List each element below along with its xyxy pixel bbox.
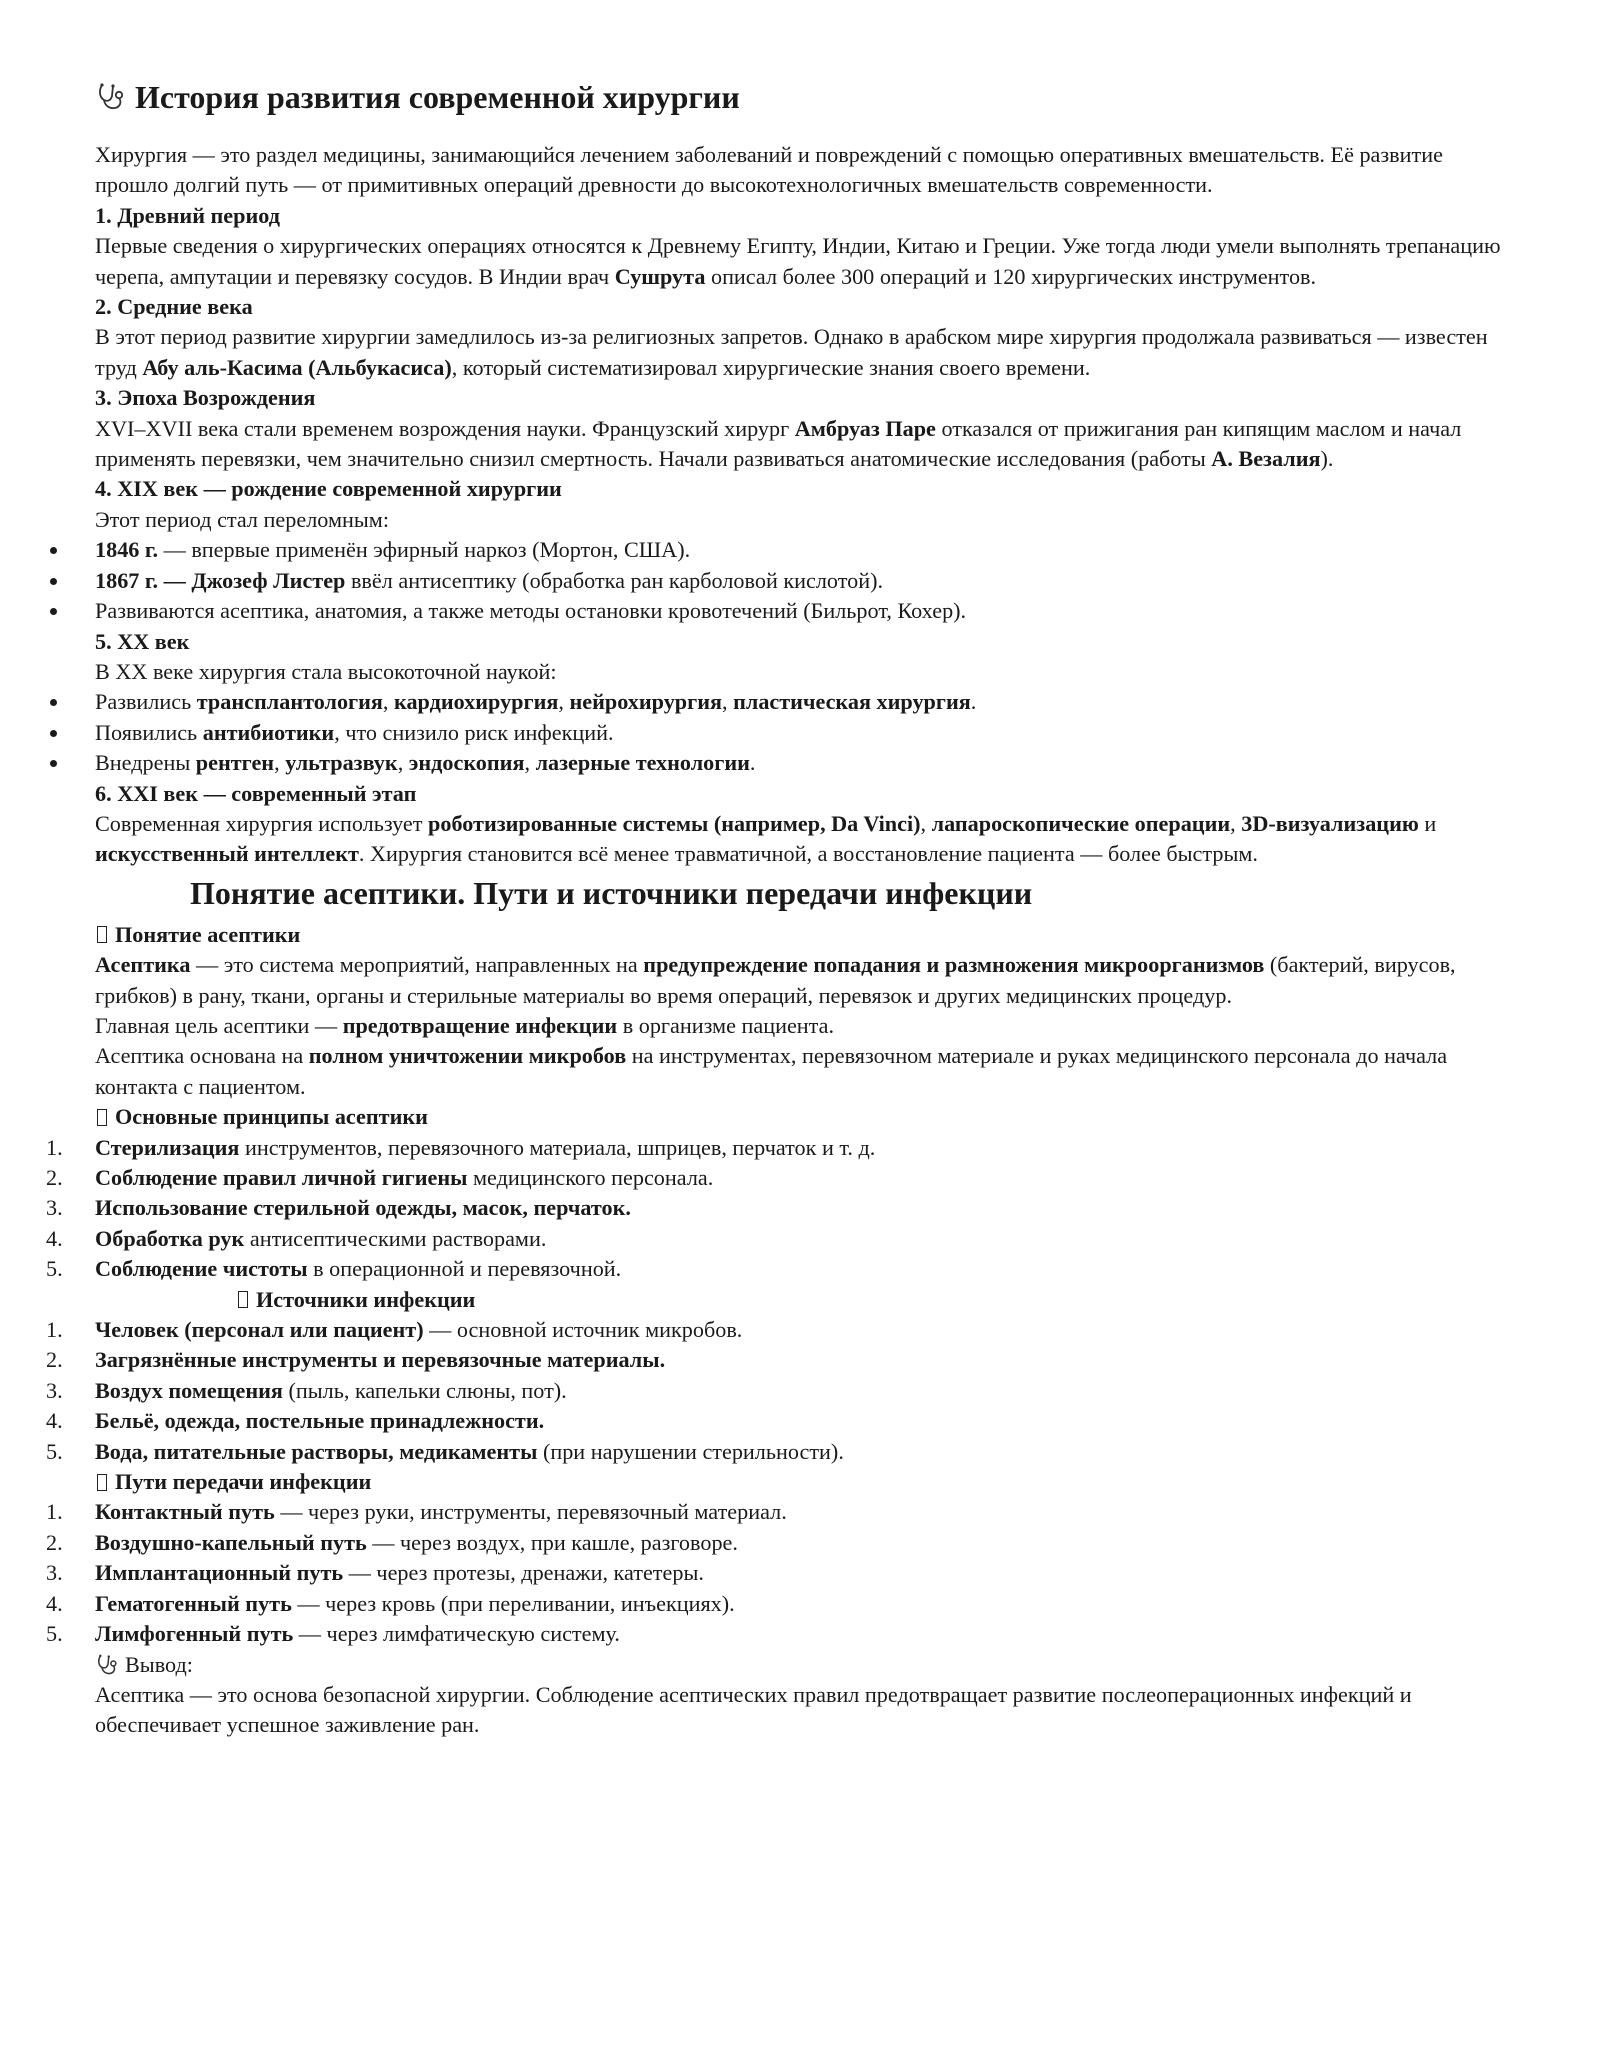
bold-text-run: Бельё, одежда, постельные принадлежности. — [95, 1408, 545, 1434]
missing-glyph-box-icon — [97, 1109, 107, 1126]
bold-text-run: 1867 г. — Джозеф Листер — [95, 567, 346, 593]
text-run: , — [274, 750, 286, 776]
bold-text-run: Контактный путь — [95, 1499, 275, 1525]
text-run: , — [722, 689, 734, 715]
bold-text-run: Человек (персонал или пациент) — [95, 1317, 424, 1343]
bold-text-run: пластическая хирургия — [733, 689, 971, 715]
text-run: инструментов, перевязочного материала, шприцев, перчаток и т. д. — [239, 1134, 876, 1160]
bold-text-run: Лимфогенный путь — [95, 1621, 294, 1647]
bold-text-run: роботизированные системы (например, Da Vinci) — [428, 810, 921, 836]
text-run: в операционной и перевязочной. — [307, 1256, 622, 1282]
text-run: — основной источник микробов. — [423, 1317, 743, 1343]
text-run: медицинского персонала. — [467, 1165, 714, 1190]
bold-text-run: нейрохирургия — [569, 689, 722, 715]
text-run: Главная цель асептики — — [95, 1012, 343, 1038]
bold-text-run: полном уничтожении микробов — [308, 1043, 627, 1069]
section-2-heading: 2. Средние века — [95, 294, 253, 320]
text-run: описал более 300 операций и 120 хирургических инструментов. — [705, 263, 1317, 289]
sources-heading — [95, 1285, 1520, 1315]
list-number: 1. — [46, 1317, 63, 1343]
list-item — [46, 1558, 1520, 1588]
asepsis-basis — [95, 1041, 1520, 1102]
text-run: . — [970, 689, 977, 715]
intro-paragraph — [95, 140, 1520, 201]
section-5-heading: 5. XX век — [95, 628, 190, 654]
text-run: Развились — [95, 689, 197, 715]
routes-heading-text: Пути передачи инфекции — [115, 1469, 372, 1495]
list-item — [95, 566, 1520, 596]
text-run: , — [397, 750, 409, 776]
bold-text-run: предотвращение инфекции — [342, 1012, 618, 1038]
sources-list — [46, 1315, 1520, 1467]
bold-text-run: кардиохирургия — [394, 689, 559, 715]
bold-text-run: лапароскопические операции — [931, 810, 1231, 836]
list-number: 5. — [46, 1438, 63, 1464]
conclusion-heading-text: Вывод: — [125, 1651, 193, 1677]
list-item — [46, 1437, 1520, 1467]
bold-text-run: Загрязнённые инструменты и перевязочные материалы. — [95, 1347, 666, 1373]
text-run: в организме пациента. — [617, 1012, 835, 1038]
text-run: . Хирургия становится всё менее травматичной, а восстановление пациента — более быстрым. — [358, 841, 1258, 867]
text-run: антисептическими растворами. — [244, 1225, 547, 1251]
stethoscope-icon — [95, 1652, 121, 1678]
text-run: отказался от прижигания ран кипящим маслом и начал применять перевязки, чем значительно снизил смертность. Начали развиваться анатомические исследования (работы — [95, 415, 1462, 472]
text-run: Асептика основана на — [95, 1043, 309, 1069]
section-6-heading: 6. XXI век — современный этап — [95, 780, 417, 806]
text-run: — впервые применён эфирный наркоз (Мортон, США). — [158, 537, 691, 563]
text-run: на инструментах, перевязочном материале и руках медицинского персонала до начала контакта с пациентом. — [95, 1043, 1448, 1099]
section-1-heading: 1. Древний период — [95, 202, 280, 228]
bold-text-run: 3D-визуализацию — [1241, 810, 1419, 836]
bullet-icon — [50, 730, 57, 737]
asepsis-concept-heading — [95, 920, 1520, 950]
bold-text-run: Использование стерильной одежды, масок, перчаток. — [95, 1195, 631, 1221]
list-item — [46, 1406, 1520, 1436]
bold-text-run: Соблюдение чистоты — [95, 1256, 308, 1282]
bold-text-run: искусственный интеллект — [95, 841, 359, 867]
bullet-icon — [50, 699, 57, 706]
list-number: 4. — [46, 1590, 63, 1616]
bold-text-run: Соблюдение правил личной гигиены — [95, 1165, 468, 1190]
second-title: Понятие асептики. Пути и источники передачи инфекции — [190, 874, 1033, 911]
asepsis-definition — [95, 950, 1520, 1011]
list-item — [46, 1589, 1520, 1619]
text-run: и — [1418, 810, 1437, 836]
list-item — [95, 596, 1520, 626]
bold-text-run: Имплантационный путь — [95, 1560, 344, 1586]
bold-text-run: Стерилизация — [95, 1134, 240, 1160]
list-item — [46, 1163, 1520, 1193]
bold-text-run: Воздушно-капельный путь — [95, 1529, 367, 1555]
bold-text-run: лазерные технологии — [535, 750, 750, 776]
text-run: Появились — [95, 719, 203, 745]
asepsis-concept-heading-text: Понятие асептики — [115, 921, 301, 947]
text-run: Современная хирургия использует — [95, 810, 429, 836]
bold-text-run: 1846 г. — [95, 537, 159, 563]
section-3-heading: 3. Эпоха Возрождения — [95, 385, 316, 411]
section-5-lead: В XX веке хирургия стала высокоточной наукой: — [95, 658, 557, 684]
bold-text-run: Асептика — [95, 952, 191, 978]
bold-text-run: антибиотики — [202, 719, 335, 745]
bold-text-run: эндоскопия — [408, 750, 525, 776]
text-run: — это система мероприятий, направленных на — [190, 952, 644, 978]
list-item — [95, 718, 1520, 748]
text-run: ). — [1320, 446, 1334, 472]
list-item — [46, 1224, 1520, 1254]
text-run: , — [558, 689, 570, 715]
section-3-text — [95, 414, 1520, 475]
list-item — [46, 1193, 1520, 1223]
bold-text-run: Вода, питательные растворы, медикаменты — [95, 1438, 538, 1464]
section-6-text — [95, 809, 1520, 870]
list-item — [95, 687, 1520, 717]
bold-text-run: Гематогенный путь — [95, 1590, 292, 1616]
page-title-row — [95, 74, 1520, 120]
text-run: — через протезы, дренажи, катетеры. — [343, 1560, 704, 1586]
section-5-list — [95, 687, 1520, 778]
section-4-list — [95, 535, 1520, 626]
text-run: — через воздух, при кашле, разговоре. — [366, 1529, 738, 1555]
stethoscope-icon — [95, 80, 129, 114]
conclusion-heading — [95, 1650, 1520, 1680]
text-run: . — [749, 750, 756, 776]
list-number: 2. — [46, 1347, 63, 1373]
list-item — [46, 1315, 1520, 1345]
principles-heading — [95, 1102, 1520, 1132]
bullet-icon — [50, 760, 57, 767]
list-number: 2. — [46, 1529, 63, 1555]
list-number: 3. — [46, 1377, 63, 1403]
bold-text-run: предупреждение попадания и размножения микроорганизмов — [643, 952, 1265, 978]
list-item — [46, 1528, 1520, 1558]
text-run: XVI–XVII века стали временем возрождения науки. Французский хирург — [95, 415, 795, 441]
text-run: — через кровь (при переливании, инъекциях). — [291, 1590, 735, 1616]
list-number: 4. — [46, 1408, 63, 1434]
list-item — [46, 1133, 1520, 1163]
text-run: В этот период развитие хирургии замедлилось из-за религиозных запретов. Однако в арабском мире хирургия продолжала развиваться — известен труд — [95, 324, 1488, 380]
list-item — [95, 535, 1520, 565]
text-run: Хирургия — это раздел медицины, занимающийся лечением заболеваний и повреждений с помощью оперативных вмешательств. Её развитие прошло долгий путь — от примитивных операций древности до высокотехнологичных вмешательств современности. — [95, 142, 1443, 198]
missing-glyph-box-icon — [97, 926, 107, 943]
text-run: , что снизило риск инфекций. — [334, 719, 614, 745]
text-run: , — [524, 750, 536, 776]
bold-text-run: Обработка рук — [95, 1225, 245, 1251]
bold-text-run: Амбруаз Паре — [794, 415, 936, 441]
text-run: — через лимфатическую систему. — [293, 1621, 620, 1647]
bold-text-run: рентген — [195, 750, 275, 776]
list-number: 2. — [46, 1165, 63, 1190]
conclusion-text: Асептика — это основа безопасной хирургии. Соблюдение асептических правил предотвращает развитие послеоперационных инфекций и обеспечивает успешное заживление ран. — [95, 1681, 1412, 1738]
asepsis-goal — [95, 1011, 1520, 1041]
text-run: Первые сведения о хирургических операциях относятся к Древнему Египту, Индии, Китаю и Греции. Уже тогда люди умели выполнять трепанацию черепа, ампутации и перевязку сосудов. В Индии врач — [95, 233, 1501, 289]
bullet-icon — [50, 608, 57, 615]
bold-text-run: трансплантология — [196, 689, 383, 715]
text-run: , который систематизировал хирургические знания своего времени. — [451, 354, 1091, 380]
sources-heading-text: Источники инфекции — [256, 1286, 476, 1312]
list-number: 5. — [46, 1256, 63, 1282]
bullet-icon — [50, 578, 57, 585]
list-number: 4. — [46, 1225, 63, 1251]
bold-text-run: Абу аль-Касима (Альбукасиса) — [142, 354, 452, 380]
principles-list — [46, 1133, 1520, 1285]
missing-glyph-box-icon — [238, 1291, 248, 1308]
list-item — [46, 1497, 1520, 1527]
bold-text-run: А. Везалия — [1211, 446, 1321, 472]
bold-text-run: ультразвук — [285, 750, 398, 776]
list-item — [46, 1254, 1520, 1284]
missing-glyph-box-icon — [97, 1474, 107, 1491]
text-run: , — [1230, 810, 1242, 836]
list-item — [46, 1345, 1520, 1375]
text-run: ввёл антисептику (обработка ран карболовой кислотой). — [345, 567, 884, 593]
list-item — [46, 1619, 1520, 1649]
principles-heading-text: Основные принципы асептики — [115, 1104, 428, 1130]
bold-text-run: Воздух помещения — [95, 1377, 283, 1403]
section-1-text — [95, 231, 1520, 292]
text-run: (пыль, капельки слюны, пот). — [282, 1377, 567, 1403]
section-4-heading: 4. XIX век — рождение современной хирургии — [95, 476, 562, 502]
list-number: 1. — [46, 1134, 63, 1160]
section-4-lead: Этот период стал переломным: — [95, 506, 389, 532]
list-number: 1. — [46, 1499, 63, 1525]
list-item — [95, 748, 1520, 778]
section-2-text — [95, 322, 1520, 383]
text-run: (при нарушении стерильности). — [537, 1438, 844, 1464]
text-run: Внедрены — [95, 750, 196, 776]
routes-list — [46, 1497, 1520, 1649]
text-run: , — [920, 810, 932, 836]
list-number: 3. — [46, 1195, 63, 1221]
text-run: — через руки, инструменты, перевязочный материал. — [274, 1499, 787, 1525]
text-run: Развиваются асептика, анатомия, а также методы остановки кровотечений (Бильрот, Кохер). — [95, 598, 967, 624]
bullet-icon — [50, 547, 57, 554]
text-run: , — [382, 689, 395, 715]
routes-heading — [95, 1467, 1520, 1497]
list-item — [46, 1376, 1520, 1406]
bold-text-run: Сушрута — [614, 263, 706, 289]
list-number: 3. — [46, 1560, 63, 1586]
list-number: 5. — [46, 1621, 63, 1647]
text-run: (бактерий, вирусов, грибков) в рану, ткани, органы и стерильные материалы во время операций, перевязок и других медицинских процедур. — [95, 952, 1456, 1008]
page-title: История развития современной хирургии — [135, 79, 740, 115]
